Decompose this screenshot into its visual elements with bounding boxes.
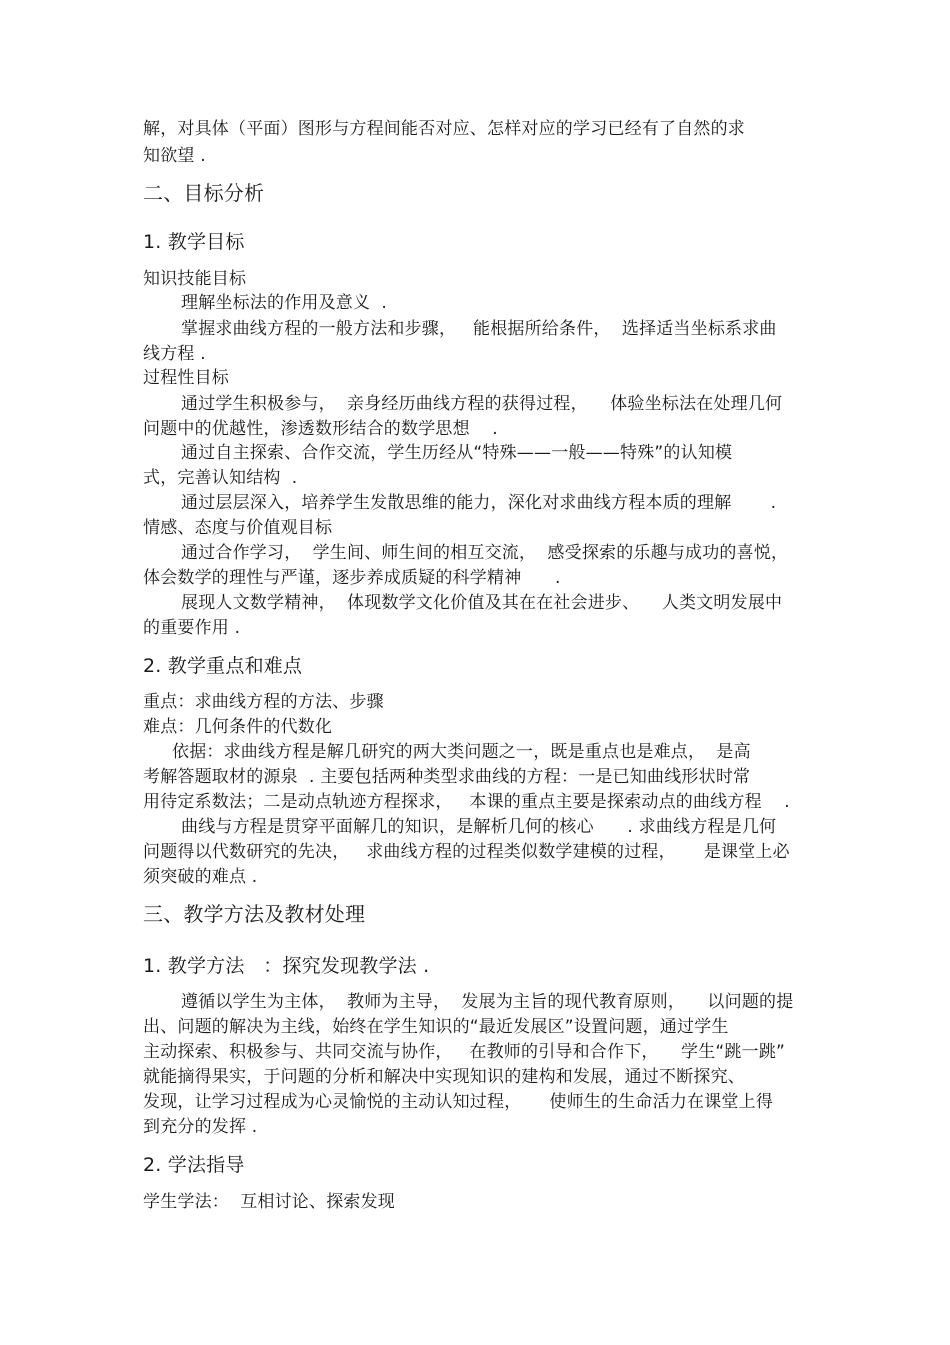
core-line-2: 问题得以代数研究的先决， 求曲线方程的过程类似数学建模的过程， 是课堂上必 (143, 842, 790, 862)
subheading-teaching-method: 1. 教学方法 ：探究发现教学法 . (143, 955, 430, 977)
knowledge-p2-line-1: 掌握求曲线方程的一般方法和步骤， 能根据所给条件， 选择适当坐标系求曲 (181, 319, 777, 339)
basis-line-2: 考解答题取材的源泉 . 主要包括两种类型求曲线的方程：一是已知曲线形状时常 (143, 767, 751, 787)
core-line-1: 曲线与方程是贯穿平面解几的知识，是解析几何的核心 . 求曲线方程是几何 (181, 817, 777, 837)
emotion-p1-line-2: 体会数学的理性与严谨，逐步养成质疑的科学精神 . (143, 568, 561, 588)
emotion-p2-line-2: 的重要作用 . (143, 618, 241, 638)
knowledge-label: 知识技能目标 (143, 269, 247, 289)
process-label: 过程性目标 (143, 368, 229, 388)
intro-line-1: 解，对具体（平面）图形与方程间能否对应、怎样对应的学习已经有了自然的求 (143, 119, 745, 139)
method-line-3: 主动探索、积极参与、共同交流与协作， 在教师的引导和合作下， 学生“跳一跳” (143, 1042, 786, 1062)
emotion-p2-line-1: 展现人文数学精神， 体现数学文化价值及其在在社会进步、 人类文明发展中 (181, 593, 783, 613)
method-line-4: 就能摘得果实，于问题的分析和解决中实现知识的建构和发展，通过不断探究、 (143, 1067, 745, 1087)
subheading-teaching-goals: 1. 教学目标 (143, 231, 245, 253)
emotion-label: 情感、态度与价值观目标 (143, 518, 333, 538)
intro-line-2: 知欲望 . (143, 146, 206, 166)
difficulty-point: 难点：几何条件的代数化 (143, 717, 333, 737)
subheading-key-points: 2. 教学重点和难点 (143, 655, 303, 677)
section-heading-methods: 三、教学方法及教材处理 (143, 902, 366, 926)
knowledge-p2-line-2: 线方程 . (143, 344, 206, 364)
core-line-3: 须突破的难点 . (143, 867, 258, 887)
subheading-study-guide: 2. 学法指导 (143, 1154, 245, 1176)
basis-line-1: 依据：求曲线方程是解几研究的两大类问题之一，既是重点也是难点， 是高 (172, 742, 751, 762)
emotion-p1-line-1: 通过合作学习， 学生间、师生间的相互交流， 感受探索的乐趣与成功的喜悦， (181, 543, 789, 563)
method-line-6: 到充分的发挥 . (143, 1117, 258, 1137)
method-line-2: 出、问题的解决为主线，始终在学生知识的“最近发展区”设置问题，通过学生 (143, 1017, 729, 1037)
knowledge-p1: 理解坐标法的作用及意义 . (181, 293, 388, 313)
process-p3: 通过层层深入，培养学生发散思维的能力，深化对求曲线方程本质的理解 . (181, 493, 777, 513)
process-p2-line-2: 式，完善认知结构 . (143, 468, 298, 488)
basis-line-3: 用待定系数法；二是动点轨迹方程探求， 本课的重点主要是探索动点的曲线方程 . (143, 792, 790, 812)
section-heading-goals: 二、目标分析 (143, 181, 265, 205)
method-line-5: 发现，让学习过程成为心灵愉悦的主动认知过程， 使师生的生命活力在课堂上得 (143, 1092, 774, 1112)
method-line-1: 遵循以学生为主体， 教师为主导， 发展为主旨的现代教育原则， 以问题的提 (181, 992, 794, 1012)
study-method: 学生学法： 互相讨论、探索发现 (143, 1192, 396, 1212)
process-p1-line-2: 问题中的优越性，渗透数形结合的数学思想 . (143, 419, 498, 439)
key-point: 重点：求曲线方程的方法、步骤 (143, 692, 384, 712)
process-p1-line-1: 通过学生积极参与， 亲身经历曲线方程的获得过程， 体验坐标法在处理几何 (181, 394, 783, 414)
process-p2-line-1: 通过自主探索、合作交流，学生历经从“特殊——一般——特殊”的认知模 (181, 443, 733, 463)
